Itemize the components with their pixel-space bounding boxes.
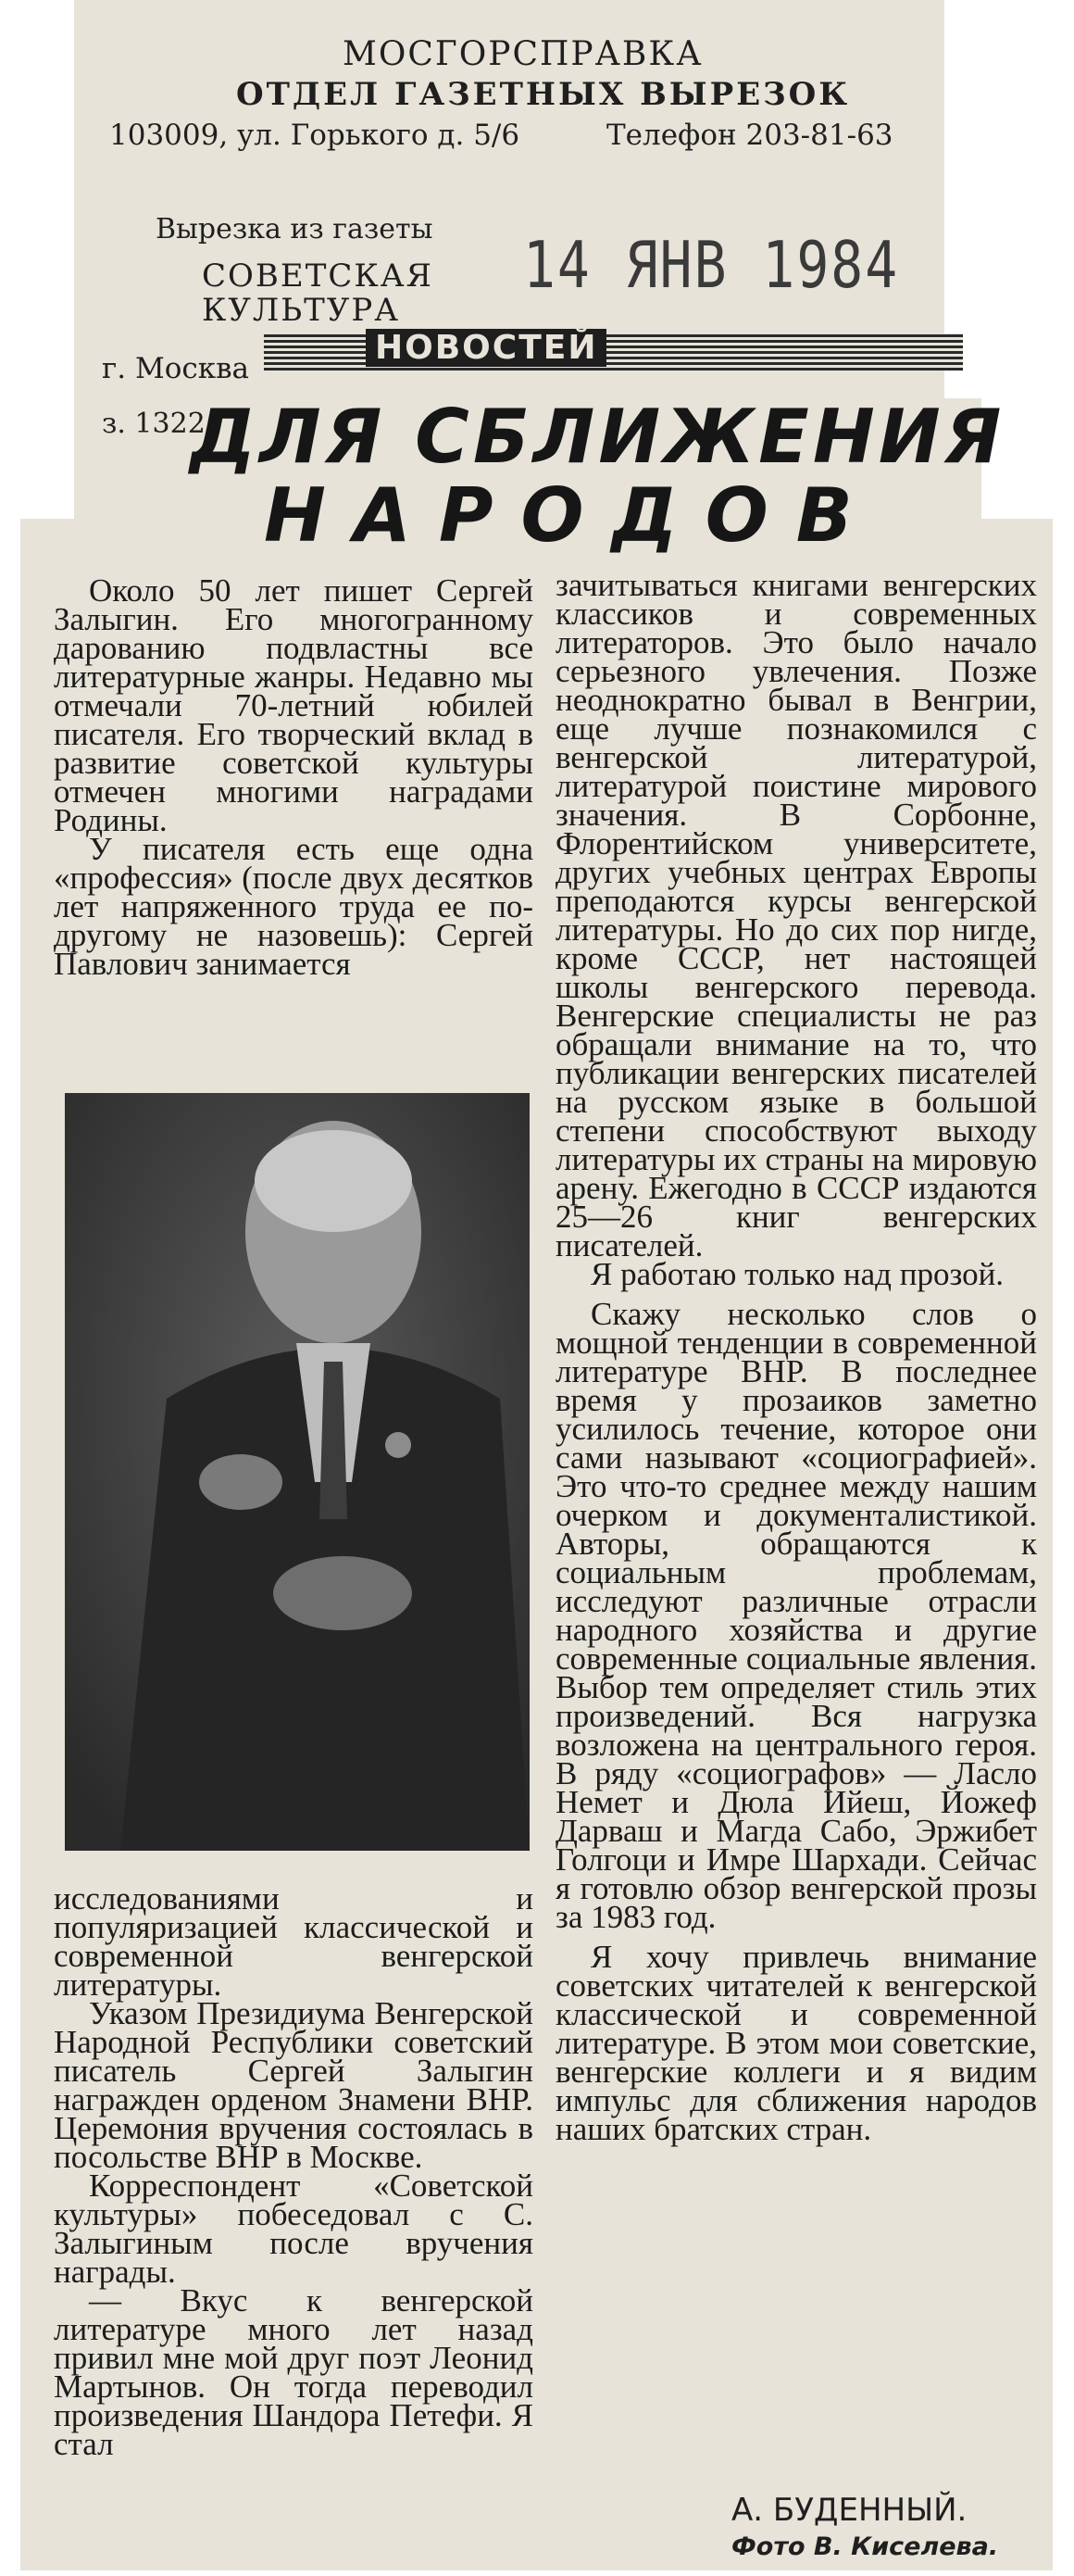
author-byline: А. БУДЕННЫЙ. [731, 2492, 968, 2529]
paragraph: — Вкус к венгерской литературе много лет назад привил мне мой друг поэт Леонид Мартынов. Он тогда переводил произведения Шандора Петефи. Я стал [54, 2282, 533, 2462]
rubric-label: НОВОСТЕЙ [366, 329, 606, 367]
left-column-bottom [54, 1880, 533, 2462]
article-title-line2: НАРОДОВ [264, 472, 880, 559]
paragraph: Я работаю только над прозой. [591, 1256, 1005, 1292]
paragraph: исследованиями и популяризацией классической и современной венгерской литературы. [54, 1880, 533, 2003]
article-title-line1: ДЛЯ СБЛИЖЕНИЯ [190, 394, 1005, 480]
department-name: ОТДЕЛ ГАЗЕТНЫХ ВЫРЕЗОК [236, 76, 851, 113]
paragraph: У писателя есть еще одна «профессия» (после двух десятков лет напряженного труда ее по-другому не назовешь): Сергей Павлович занимается [54, 831, 533, 982]
city-label: г. Москва [102, 352, 250, 385]
newspaper-name-line2: КУЛЬТУРА [202, 292, 401, 329]
paragraph: Скажу несколько слов о мощной тенденции в современной литературе ВНР. В последнее время у прозаиков заметно усилилось течение, которое они сами называют «социографией». Это что-то среднее между нашим очерком и документалистикой. Авторы, обращаются к социальным проблемам, исследуют различные отрасли народного хозяйства и другие современные социальные явления. Выбор тем определяет стиль этих произведений. Вся нагрузка возложена на центрального героя. В ряду «социографов» — Ласло Немет и Дюла Ийеш, Йожеф Дарваш и Магда Сабо, Эржибет Голгоци и Имре Шархади. Сейчас я готовлю обзор венгерской прозы за 1983 год. [556, 1296, 1037, 1935]
paragraph: Я хочу привлечь внимание советских читателей к венгерской классической и современной литературе. В этом мои советские, венгерские коллеги и я видим импульс для сближения народов наших братских стран. [556, 1939, 1037, 2147]
paragraph: Указом Президиума Венгерской Народной Республики советский писатель Сергей Залыгин награжден орденом Знамени ВНР. Церемония вручения состоялась в посольстве ВНР в Москве. [54, 1995, 533, 2175]
left-column-top [54, 572, 533, 982]
paragraph: зачитываться книгами венгерских классиков и современных литераторов. Это было начало серьезного увлечения. Позже неоднократно бывал в Венгрии, еще лучше познакомился с венгерской литературой, литературой поистине мирового значения. В Сорбонне, Флорентийском университете, других учебных центрах Европы преподаются курсы венгерской литературы. Но до сих пор нигде, кроме СССР, нет настоящей школы венгерского перевода. Венгерские специалисты не раз обращали внимание на то, что публикации венгерских писателей на русском языке в большой степени способствуют выходу литературы их страны на мировую арену. Ежегодно в СССР издаются 25—26 книг венгерских писателей. [556, 567, 1037, 1263]
clipping-from-label: Вырезка из газеты [156, 213, 433, 245]
date-stamp: 14 ЯНВ 1984 [523, 227, 900, 303]
paragraph: Корреспондент «Советской культуры» побеседовал с С. Залыгиным после вручения награды. [54, 2168, 533, 2290]
photo-credit: Фото В. Киселева. [731, 2532, 999, 2561]
paragraph: Около 50 лет пишет Сергей Залыгин. Его многогранному дарованию подвластны все литературные жанры. Недавно мы отмечали 70-летний юбилей писателя. Его творческий вклад в развитие советской культуры отмечен многими наградами Родины. [54, 572, 533, 838]
agency-address: 103009, ул. Горького д. 5/6 [109, 119, 520, 152]
newspaper-name-line1: СОВЕТСКАЯ [202, 258, 433, 295]
right-column [556, 567, 1037, 2147]
author-photo [65, 1093, 530, 1851]
agency-phone: Телефон 203-81-63 [606, 119, 893, 152]
order-number: з. 1322 [102, 408, 206, 440]
portrait-illustration [65, 1093, 530, 1851]
agency-name: МОСГОРСПРАВКА [343, 35, 704, 73]
